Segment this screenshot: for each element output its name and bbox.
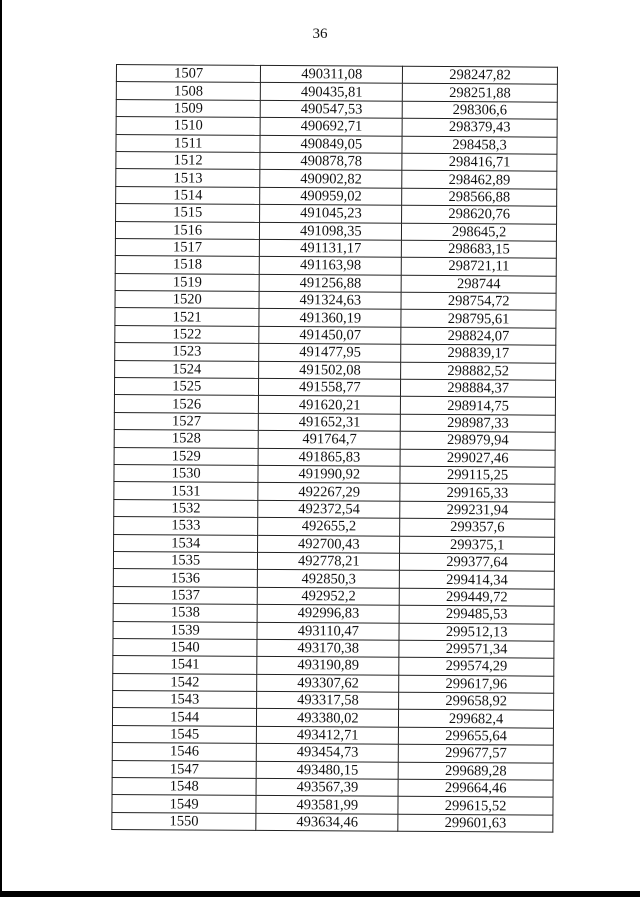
point-number-cell: 1550 bbox=[112, 812, 256, 830]
point-number-cell: 1529 bbox=[114, 447, 258, 465]
x-coordinate-cell: 491131,17 bbox=[260, 239, 402, 257]
point-number-cell: 1526 bbox=[114, 395, 258, 413]
scan-left-border bbox=[0, 0, 2, 897]
y-coordinate-cell: 298824,07 bbox=[401, 327, 556, 345]
y-coordinate-cell: 298754,72 bbox=[401, 292, 556, 310]
table-row bbox=[116, 169, 557, 189]
x-coordinate-cell: 491652,31 bbox=[259, 413, 401, 431]
y-coordinate-cell: 299449,72 bbox=[399, 588, 554, 606]
y-coordinate-cell: 299377,64 bbox=[400, 553, 555, 571]
point-number-cell: 1508 bbox=[116, 82, 260, 100]
x-coordinate-cell: 493380,02 bbox=[257, 709, 399, 727]
table-row bbox=[116, 65, 557, 85]
x-coordinate-cell: 492996,83 bbox=[257, 604, 399, 622]
table-row bbox=[112, 743, 553, 763]
y-coordinate-cell: 298458,3 bbox=[402, 136, 557, 154]
point-number-cell: 1513 bbox=[116, 169, 260, 187]
x-coordinate-cell: 491256,88 bbox=[260, 274, 402, 292]
table-row bbox=[112, 708, 553, 728]
table-row bbox=[115, 273, 556, 293]
table-row bbox=[112, 795, 553, 815]
x-coordinate-cell: 491450,07 bbox=[259, 326, 401, 344]
point-number-cell: 1540 bbox=[113, 638, 257, 656]
x-coordinate-cell: 493454,73 bbox=[257, 744, 399, 762]
table-row bbox=[115, 256, 556, 276]
table-row bbox=[116, 117, 557, 137]
point-number-cell: 1520 bbox=[115, 291, 259, 309]
x-coordinate-cell: 492952,2 bbox=[258, 587, 400, 605]
x-coordinate-cell: 490902,82 bbox=[260, 170, 402, 188]
x-coordinate-cell: 491324,63 bbox=[259, 291, 401, 309]
table-row bbox=[113, 604, 554, 624]
y-coordinate-cell: 299664,46 bbox=[398, 779, 553, 797]
x-coordinate-cell: 490692,71 bbox=[260, 118, 402, 136]
x-coordinate-cell: 491502,08 bbox=[259, 361, 401, 379]
table-row bbox=[113, 691, 554, 711]
table-row bbox=[113, 621, 554, 641]
table-row bbox=[113, 673, 554, 693]
point-number-cell: 1507 bbox=[116, 65, 260, 83]
table-row bbox=[116, 204, 557, 224]
table-row bbox=[114, 499, 555, 519]
point-number-cell: 1521 bbox=[115, 308, 259, 326]
x-coordinate-cell: 491764,7 bbox=[259, 431, 401, 449]
page-number: 36 bbox=[312, 26, 328, 42]
y-coordinate-cell: 298247,82 bbox=[403, 66, 558, 84]
y-coordinate-cell: 298979,94 bbox=[400, 431, 555, 449]
point-number-cell: 1512 bbox=[116, 151, 260, 169]
x-coordinate-cell: 493581,99 bbox=[256, 796, 398, 814]
point-number-cell: 1525 bbox=[114, 378, 258, 396]
table-row bbox=[114, 447, 555, 467]
y-coordinate-cell: 298884,37 bbox=[401, 379, 556, 397]
table-row bbox=[112, 725, 553, 745]
y-coordinate-cell: 298721,11 bbox=[401, 258, 556, 276]
point-number-cell: 1547 bbox=[112, 760, 256, 778]
y-coordinate-cell: 299414,34 bbox=[400, 571, 555, 589]
x-coordinate-cell: 490959,02 bbox=[260, 187, 402, 205]
x-coordinate-cell: 492778,21 bbox=[258, 552, 400, 570]
y-coordinate-cell: 299571,34 bbox=[399, 640, 554, 658]
y-coordinate-cell: 298645,2 bbox=[402, 223, 557, 241]
point-number-cell: 1527 bbox=[114, 412, 258, 430]
scan-bottom-border bbox=[0, 891, 640, 897]
point-number-cell: 1517 bbox=[115, 238, 259, 256]
point-number-cell: 1539 bbox=[113, 621, 257, 639]
x-coordinate-cell: 492372,54 bbox=[258, 500, 400, 518]
point-number-cell: 1531 bbox=[114, 482, 258, 500]
table-row bbox=[114, 395, 555, 415]
point-number-cell: 1544 bbox=[112, 708, 256, 726]
point-number-cell: 1535 bbox=[113, 551, 257, 569]
table-row bbox=[114, 464, 555, 484]
point-number-cell: 1511 bbox=[116, 134, 260, 152]
point-number-cell: 1519 bbox=[115, 273, 259, 291]
x-coordinate-cell: 490878,78 bbox=[260, 152, 402, 170]
x-coordinate-cell: 491098,35 bbox=[260, 222, 402, 240]
table-row bbox=[115, 238, 556, 258]
y-coordinate-cell: 298251,88 bbox=[403, 84, 558, 102]
table-row bbox=[115, 343, 556, 363]
x-coordinate-cell: 491360,19 bbox=[259, 309, 401, 327]
point-number-cell: 1546 bbox=[112, 743, 256, 761]
table-row bbox=[113, 656, 554, 676]
point-number-cell: 1514 bbox=[116, 186, 260, 204]
coordinates-table-body bbox=[112, 65, 558, 833]
x-coordinate-cell: 491163,98 bbox=[260, 257, 402, 275]
x-coordinate-cell: 493307,62 bbox=[257, 674, 399, 692]
table-row bbox=[113, 586, 554, 606]
table-row bbox=[112, 760, 553, 780]
point-number-cell: 1510 bbox=[116, 117, 260, 135]
y-coordinate-cell: 298744 bbox=[401, 275, 556, 293]
table-row bbox=[114, 412, 555, 432]
point-number-cell: 1524 bbox=[115, 360, 259, 378]
point-number-cell: 1515 bbox=[116, 204, 260, 222]
y-coordinate-cell: 298416,71 bbox=[402, 153, 557, 171]
x-coordinate-cell: 493634,46 bbox=[256, 813, 398, 831]
x-coordinate-cell: 493170,38 bbox=[257, 639, 399, 657]
point-number-cell: 1548 bbox=[112, 778, 256, 796]
table-row bbox=[116, 186, 557, 206]
x-coordinate-cell: 491045,23 bbox=[260, 205, 402, 223]
table-row bbox=[114, 517, 555, 537]
y-coordinate-cell: 298462,89 bbox=[402, 171, 557, 189]
y-coordinate-cell: 299677,57 bbox=[399, 744, 554, 762]
y-coordinate-cell: 299375,1 bbox=[400, 536, 555, 554]
x-coordinate-cell: 490849,05 bbox=[260, 135, 402, 153]
y-coordinate-cell: 298306,6 bbox=[402, 101, 557, 119]
point-number-cell: 1538 bbox=[113, 604, 257, 622]
y-coordinate-cell: 298914,75 bbox=[401, 397, 556, 415]
table-row bbox=[115, 291, 556, 311]
table-row bbox=[116, 134, 557, 154]
x-coordinate-cell: 490547,53 bbox=[261, 100, 403, 118]
x-coordinate-cell: 493480,15 bbox=[257, 761, 399, 779]
point-number-cell: 1541 bbox=[113, 656, 257, 674]
y-coordinate-cell: 299574,29 bbox=[399, 658, 554, 676]
y-coordinate-cell: 299682,4 bbox=[399, 710, 554, 728]
point-number-cell: 1543 bbox=[113, 691, 257, 709]
point-number-cell: 1516 bbox=[115, 221, 259, 239]
y-coordinate-cell: 299485,53 bbox=[399, 605, 554, 623]
x-coordinate-cell: 491865,83 bbox=[258, 448, 400, 466]
table-row bbox=[116, 82, 557, 102]
table-row bbox=[116, 99, 557, 119]
table-row bbox=[114, 482, 555, 502]
point-number-cell: 1530 bbox=[114, 464, 258, 482]
x-coordinate-cell: 491558,77 bbox=[259, 378, 401, 396]
point-number-cell: 1532 bbox=[114, 499, 258, 517]
x-coordinate-cell: 491990,92 bbox=[258, 465, 400, 483]
x-coordinate-cell: 492267,29 bbox=[258, 483, 400, 501]
y-coordinate-cell: 299512,13 bbox=[399, 623, 554, 641]
table-row bbox=[113, 569, 554, 589]
table-row bbox=[114, 534, 555, 554]
coordinates-table bbox=[111, 64, 558, 833]
table-row bbox=[113, 551, 554, 571]
x-coordinate-cell: 491620,21 bbox=[259, 396, 401, 414]
point-number-cell: 1533 bbox=[114, 517, 258, 535]
point-number-cell: 1549 bbox=[112, 795, 256, 813]
table-row bbox=[112, 812, 553, 832]
y-coordinate-cell: 299658,92 bbox=[399, 692, 554, 710]
table-row bbox=[113, 638, 554, 658]
y-coordinate-cell: 299689,28 bbox=[398, 762, 553, 780]
x-coordinate-cell: 493110,47 bbox=[257, 622, 399, 640]
y-coordinate-cell: 298795,61 bbox=[401, 310, 556, 328]
x-coordinate-cell: 490435,81 bbox=[261, 83, 403, 101]
x-coordinate-cell: 491477,95 bbox=[259, 344, 401, 362]
y-coordinate-cell: 299357,6 bbox=[400, 518, 555, 536]
y-coordinate-cell: 298839,17 bbox=[401, 344, 556, 362]
y-coordinate-cell: 298987,33 bbox=[401, 414, 556, 432]
point-number-cell: 1536 bbox=[113, 569, 257, 587]
table-row bbox=[116, 151, 557, 171]
y-coordinate-cell: 299165,33 bbox=[400, 484, 555, 502]
y-coordinate-cell: 299617,96 bbox=[399, 675, 554, 693]
y-coordinate-cell: 298620,76 bbox=[402, 205, 557, 223]
table-row bbox=[114, 430, 555, 450]
x-coordinate-cell: 492655,2 bbox=[258, 518, 400, 536]
x-coordinate-cell: 492850,3 bbox=[258, 570, 400, 588]
y-coordinate-cell: 299027,46 bbox=[400, 449, 555, 467]
x-coordinate-cell: 493190,89 bbox=[257, 657, 399, 675]
x-coordinate-cell: 493567,39 bbox=[256, 778, 398, 796]
y-coordinate-cell: 299115,25 bbox=[400, 466, 555, 484]
point-number-cell: 1537 bbox=[113, 586, 257, 604]
point-number-cell: 1509 bbox=[116, 99, 260, 117]
table-row bbox=[114, 378, 555, 398]
y-coordinate-cell: 298882,52 bbox=[401, 362, 556, 380]
table-row bbox=[115, 360, 556, 380]
x-coordinate-cell: 493317,58 bbox=[257, 691, 399, 709]
x-coordinate-cell: 492700,43 bbox=[258, 535, 400, 553]
table-row bbox=[112, 778, 553, 798]
point-number-cell: 1523 bbox=[115, 343, 259, 361]
point-number-cell: 1528 bbox=[114, 430, 258, 448]
table-row bbox=[115, 221, 556, 241]
point-number-cell: 1518 bbox=[115, 256, 259, 274]
y-coordinate-cell: 298566,88 bbox=[402, 188, 557, 206]
point-number-cell: 1522 bbox=[115, 325, 259, 343]
x-coordinate-cell: 493412,71 bbox=[257, 726, 399, 744]
table-row bbox=[115, 325, 556, 345]
point-number-cell: 1534 bbox=[114, 534, 258, 552]
table-row bbox=[115, 308, 556, 328]
y-coordinate-cell: 299615,52 bbox=[398, 797, 553, 815]
point-number-cell: 1542 bbox=[113, 673, 257, 691]
y-coordinate-cell: 298379,43 bbox=[402, 118, 557, 136]
x-coordinate-cell: 490311,08 bbox=[261, 65, 403, 83]
y-coordinate-cell: 299601,63 bbox=[398, 814, 553, 832]
y-coordinate-cell: 299231,94 bbox=[400, 501, 555, 519]
y-coordinate-cell: 298683,15 bbox=[402, 240, 557, 258]
y-coordinate-cell: 299655,64 bbox=[399, 727, 554, 745]
point-number-cell: 1545 bbox=[112, 725, 256, 743]
